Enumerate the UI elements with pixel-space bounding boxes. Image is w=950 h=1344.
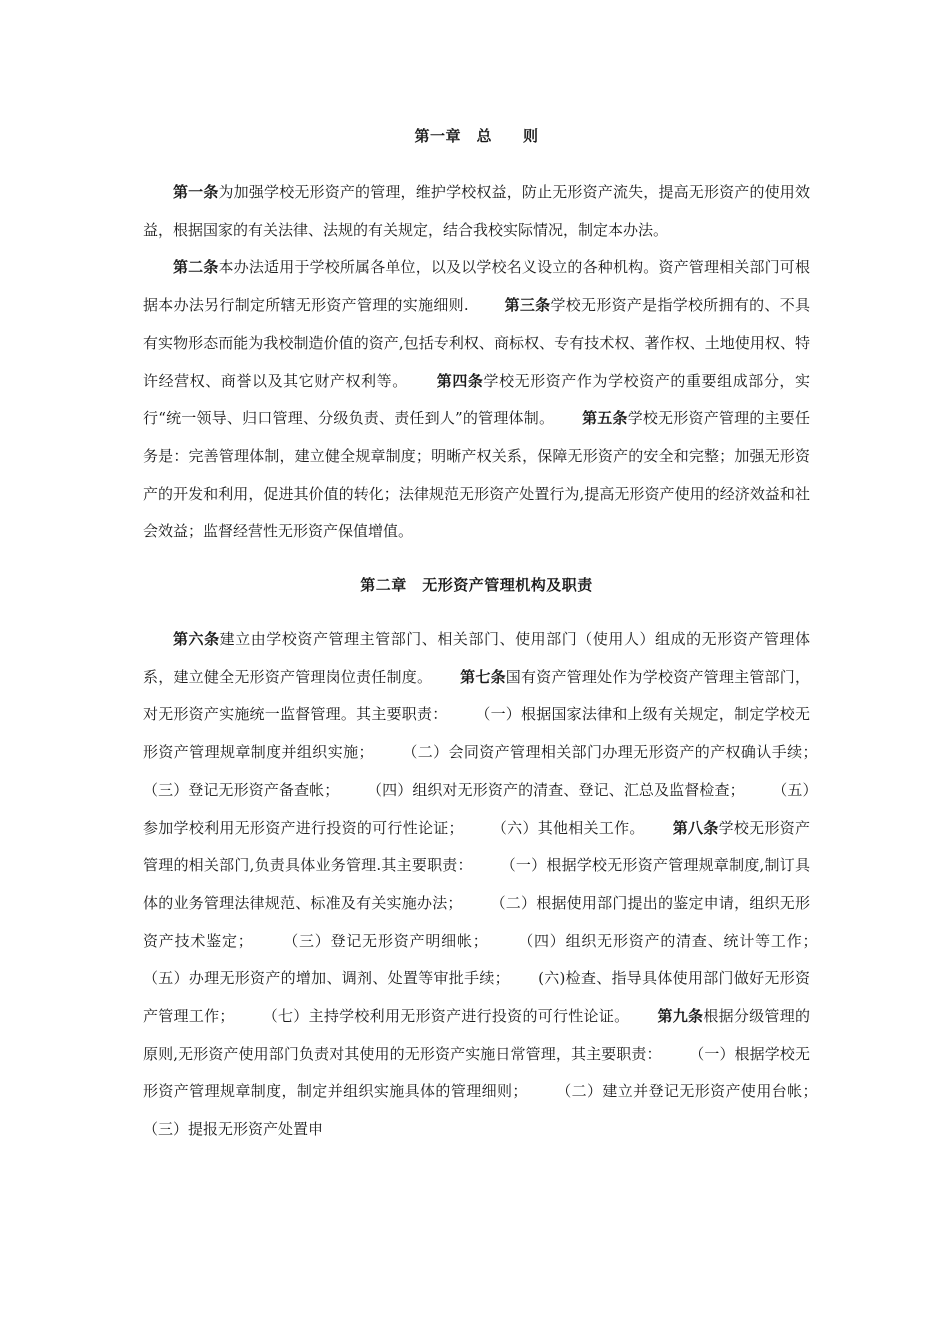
- article-6-label: 第六条: [173, 630, 220, 649]
- chapter-1-title: 第一章 总 则: [414, 127, 539, 145]
- article-1-text: 为加强学校无形资产的管理，维护学校权益，防止无形资产流失，提高无形资产的使用效益，根据国家的有关法律、法规的有关规定，结合我校实际情况，制定本办法。: [143, 183, 810, 239]
- article-2-text: 本办法适用于学校所属各单位，以及以学校名义设立的各种机构。资产管理相关部门可根据本办法另行制定所辖无形资产管理的实施细则.: [143, 258, 810, 315]
- chapter-2-title: 第二章 无形资产管理机构及职责: [360, 576, 593, 595]
- article-4-text: 学校无形资产作为学校资产的重要组成部分，实行“统一领导、归口管理、分级负责、责任到人”的管理体制。: [143, 371, 810, 428]
- article-9-label: 第九条: [657, 1007, 704, 1026]
- article-7-text: 国有资产管理处作为学校资产管理主管部门，对无形资产实施统一监督管理。其主要职责： （一）根据国家法律和上级有关规定，制定学校无形资产管理规章制度并组织实施； （二）会同资产管理相关部门办理无形资产的产权确认手续； （三）登记无形资产备查帐； （四）组织对无形资产的清查、登记、汇总及监督检查； （五）参加学校利用无形资产进行投资的可行性论证； （六）其他相关工作。: [143, 667, 845, 837]
- article-7-label: 第七条: [460, 667, 506, 686]
- article-3-text: 学校无形资产是指学校所拥有的、不具有实物形态而能为我校制造价值的资产,包括专利权、商标权、专有技术权、著作权、土地使用权、特许经营权、商誉以及其它财产权利等。: [143, 296, 810, 390]
- article-4-label: 第四条: [436, 371, 484, 390]
- article-3-label: 第三条: [504, 296, 551, 315]
- article-9-text: 根据分级管理的原则,无形资产使用部门负责对其使用的无形资产实施日常管理，其主要职责： （一）根据学校无形资产管理规章制度，制定并组织实施具体的管理细则； （二）建立并登记无形资产使用台帐； （三）提报无形资产处置申: [143, 1007, 845, 1139]
- article-5-label: 第五条: [582, 409, 628, 428]
- article-8-label: 第八条: [672, 818, 719, 837]
- article-1-label: 第一条: [173, 183, 219, 201]
- article-paragraph: [143, 249, 810, 551]
- article-2-label: 第二条: [173, 258, 219, 277]
- article-8-text: 学校无形资产管理的相关部门,负责具体业务管理.其主要职责： （一）根据学校无形资产管理规章制度,制订具体的业务管理法律规范、标准及有关实施办法； （二）根据使用部门提出的鉴定申请，组织无形资产技术鉴定； （三）登记无形资产明细帐； （四）组织无形资产的清查、统计等工作； （五）办理无形资产的增加、调剂、处置等审批手续； (六)检查、指导具体使用部门做好无形资产管理工作； （七）主持学校利用无形资产进行投资的可行性论证。: [143, 818, 845, 1026]
- article-paragraph: [143, 174, 810, 249]
- article-5-text: 学校无形资产管理的主要任务是：完善管理体制，建立健全规章制度；明晰产权关系，保障无形资产的安全和完整；加强无形资产的开发和利用，促进其价值的转化；法律规范无形资产处置行为,提高无形资产使用的经济效益和社会效益；监督经营性无形资产保值增值。: [143, 409, 810, 541]
- article-paragraph: [143, 621, 845, 1149]
- article-6-text: 建立由学校资产管理主管部门、相关部门、使用部门（使用人）组成的无形资产管理体系，建立健全无形资产管理岗位责任制度。: [143, 630, 810, 686]
